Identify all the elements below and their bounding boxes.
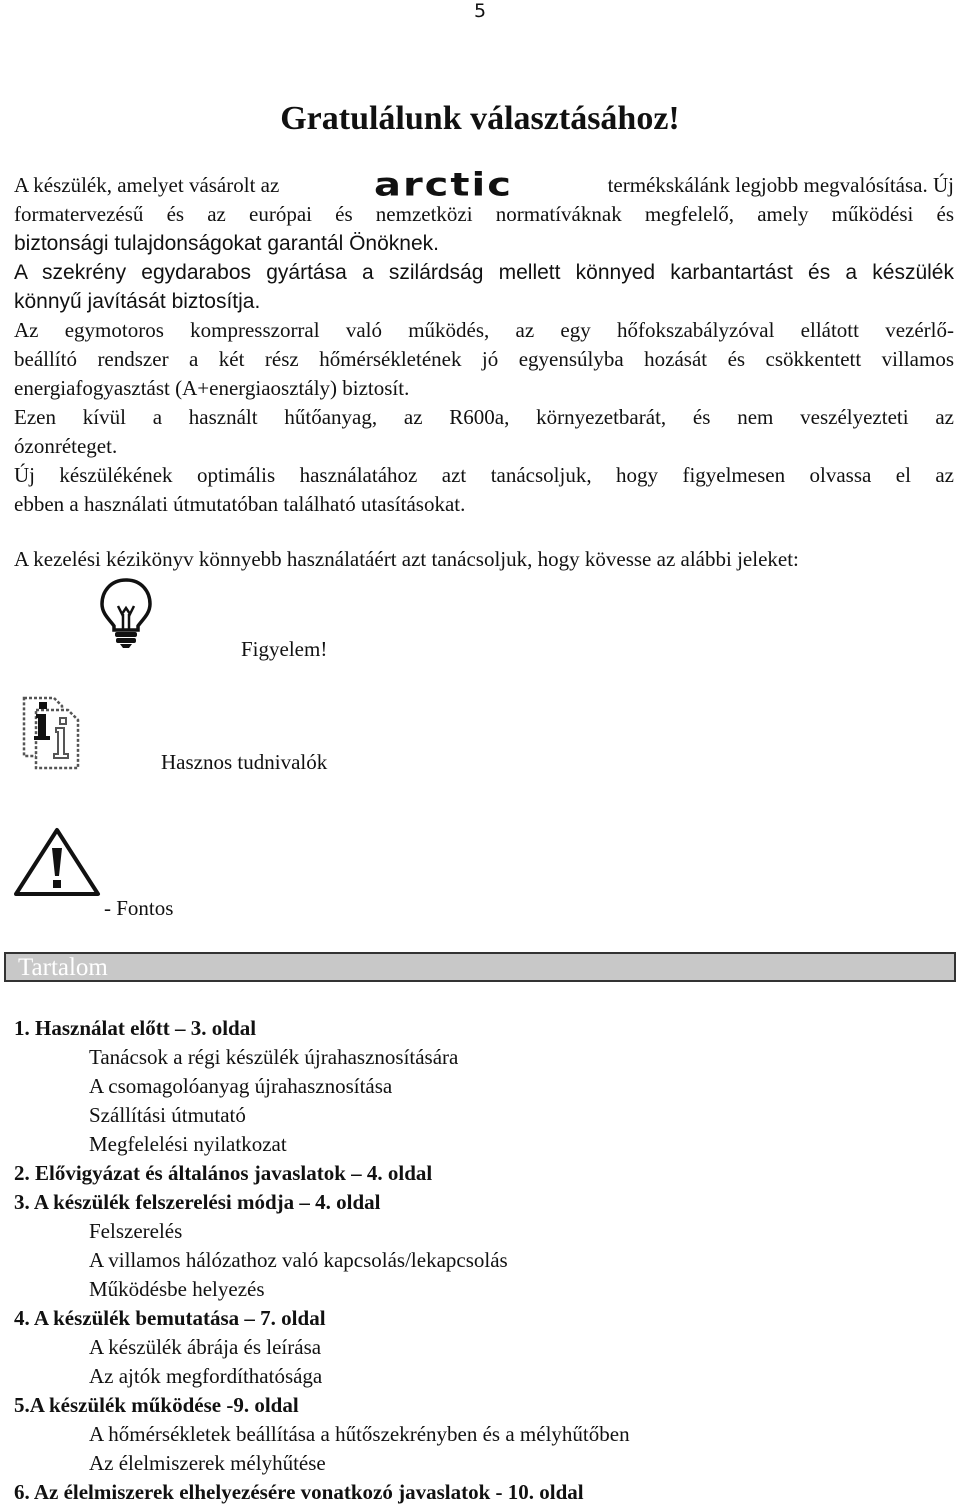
- intro-text-after-brand: termékskálánk legjobb megvalósítása. Új: [607, 173, 954, 197]
- intro-line: Ezen kívül a használt hűtőanyag, az R600a, környezetbarát, és nem veszélyezteti az: [14, 405, 954, 429]
- intro-line: könnyű javítását biztosítja.: [14, 290, 261, 313]
- toc-subitem: Felszerelés: [89, 1219, 183, 1243]
- toc-header-bar: [4, 952, 956, 982]
- intro-line: biztonsági tulajdonságokat garantál Önöknek.: [14, 232, 439, 255]
- intro-line: Új készülékének optimális használatához azt tanácsoljuk, hogy figyelmesen olvassa el az: [14, 463, 954, 487]
- warning-triangle-icon: [12, 826, 102, 898]
- intro-line: Az egymotoros kompresszorral való működés, az egy hőfokszabályzóval ellátott vezérlő-: [14, 318, 954, 342]
- intro-line: energiafogyasztást (A+energiaosztály) biztosít.: [14, 376, 410, 400]
- intro-first-line: [14, 166, 954, 204]
- toc-subitem: A készülék ábrája és leírása: [89, 1335, 322, 1359]
- toc-subitem: Szállítási útmutató: [89, 1103, 246, 1127]
- toc-title: Tartalom: [18, 954, 108, 981]
- toc-subitem: A villamos hálózathoz való kapcsolás/lekapcsolás: [89, 1248, 508, 1272]
- toc-subitem: A hőmérsékletek beállítása a hűtőszekrényben és a mélyhűtőben: [89, 1422, 630, 1446]
- info-label: Hasznos tudnivalók: [161, 750, 328, 774]
- intro-line: ebben a használati útmutatóban található utasításokat.: [14, 492, 466, 516]
- arctic-brand-logo: arctic: [373, 166, 513, 204]
- toc-subitem: Az ajtók megfordíthatósága: [89, 1364, 323, 1388]
- toc-subitem: Tanácsok a régi készülék újrahasznosítására: [89, 1045, 459, 1069]
- toc-subitem: Működésbe helyezés: [89, 1277, 265, 1301]
- toc-heading: 5.A készülék működése -9. oldal: [14, 1393, 299, 1417]
- toc-subitem: Az élelmiszerek mélyhűtése: [89, 1451, 326, 1475]
- info-document-icon: [22, 696, 84, 772]
- page-title: Gratulálunk választásához!: [280, 100, 680, 137]
- intro-line: beállító rendszer a két rész hőmérsékletének jó egyensúlyba hozását és csökkentett villamos: [14, 347, 954, 371]
- intro-line: A szekrény egydarabos gyártása a szilárdság mellett könnyed karbantartást és a készülék: [14, 261, 954, 284]
- toc-heading: 3. A készülék felszerelési módja – 4. oldal: [14, 1190, 381, 1214]
- intro-text-before-brand: A készülék, amelyet vásárolt az: [14, 173, 280, 197]
- toc-heading: 6. Az élelmiszerek elhelyezésére vonatkozó javaslatok - 10. oldal: [14, 1480, 584, 1504]
- toc-subitem: A csomagolóanyag újrahasznosítása: [89, 1074, 393, 1098]
- attention-label: Figyelem!: [241, 637, 328, 661]
- intro-paragraphs: [14, 200, 954, 519]
- toc-subitem: Megfelelési nyilatkozat: [89, 1132, 287, 1156]
- intro-line: formatervezésű és az európai és nemzetközi normatíváknak megfelelő, amely működési és: [14, 202, 954, 226]
- lightbulb-icon: [96, 576, 156, 648]
- toc-heading: 2. Elővigyázat és általános javaslatok – 4. oldal: [14, 1161, 433, 1185]
- intro-line: ózonréteget.: [14, 434, 118, 458]
- toc-heading: 4. A készülék bemutatása – 7. oldal: [14, 1306, 326, 1330]
- symbols-intro: A kezelési kézikönyv könnyebb használatáért azt tanácsoljuk, hogy kövesse az alábbi jeleket:: [14, 547, 799, 571]
- toc-heading: 1. Használat előtt – 3. oldal: [14, 1016, 257, 1040]
- table-of-contents: [14, 1014, 954, 1507]
- important-label: - Fontos: [104, 896, 174, 920]
- page-number: 5: [473, 0, 487, 22]
